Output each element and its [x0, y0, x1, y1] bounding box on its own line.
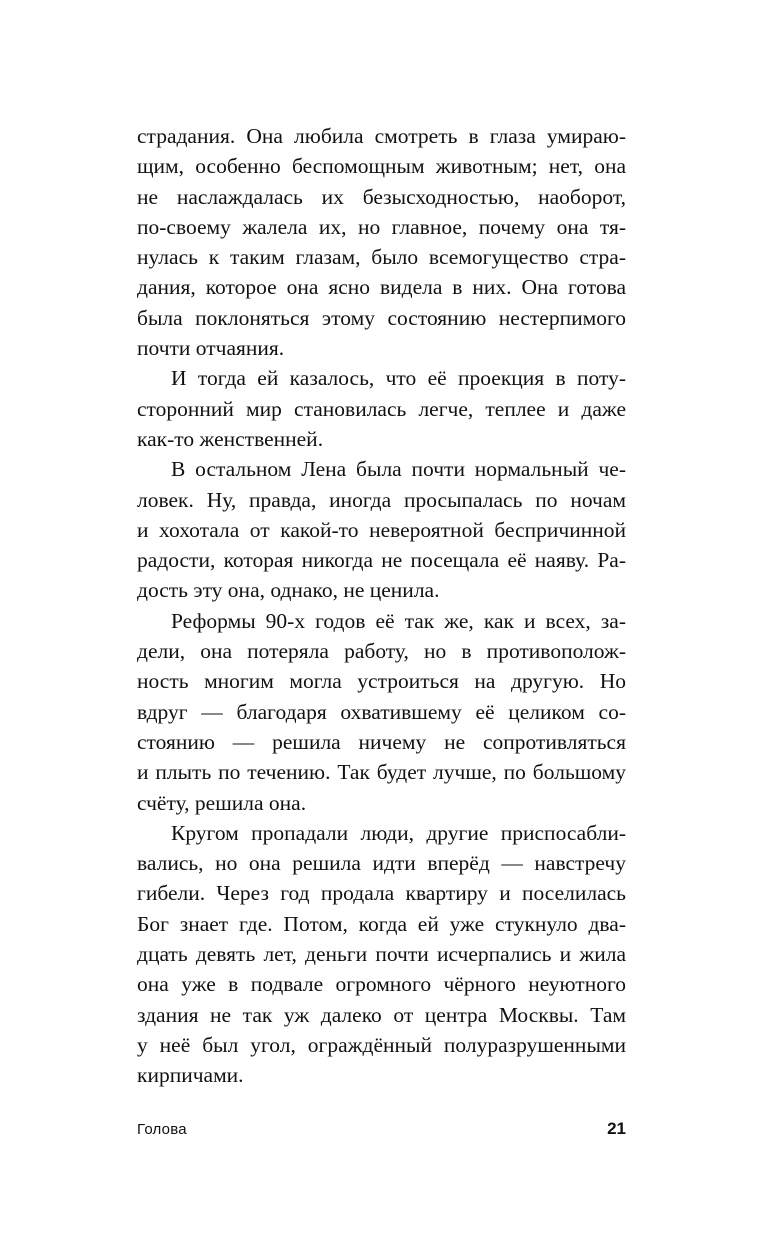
text-line: вались, но она решила идти вперёд — навстречу: [137, 851, 626, 876]
text-line: у неё был угол, ограждённый полуразрушенными: [137, 1032, 626, 1057]
text-line: В остальном Лена была почти нормальный че-: [171, 457, 626, 482]
body-text: [137, 121, 626, 1091]
page-number: 21: [607, 1119, 626, 1138]
text-line: счёту, решила она.: [137, 790, 307, 815]
text-line: гибели. Через год продала квартиру и поселилась: [137, 881, 626, 906]
paragraph: [137, 454, 626, 605]
text-line: и плыть по течению. Так будет лучше, по большому: [137, 760, 626, 785]
paragraph: [137, 818, 626, 1091]
page-footer: [137, 1121, 626, 1145]
text-line: как-то женственней.: [137, 426, 324, 451]
text-line: страдания. Она любила смотреть в глаза умираю-: [137, 124, 626, 148]
text-line: вдруг — благодаря охватившему её целиком со-: [137, 699, 626, 724]
paragraph: [137, 121, 626, 363]
text-line: сторонний мир становилась легче, теплее и даже: [137, 396, 626, 421]
text-line: была поклоняться этому состоянию нестерпимого: [137, 305, 626, 330]
text-line: кирпичами.: [137, 1063, 244, 1088]
text-line: по-своему жалела их, но главное, почему она тя-: [137, 214, 626, 239]
text-line: ность многим могла устроиться на другую. Но: [137, 669, 626, 694]
text-line: И тогда ей казалось, что её проекция в поту-: [171, 366, 626, 391]
text-line: дания, которое она ясно видела в них. Она готова: [137, 275, 626, 300]
text-line: и хохотала от какой-то невероятной беспричинной: [137, 517, 626, 542]
text-line: радости, которая никогда не посещала её наяву. Ра-: [137, 548, 626, 573]
text-line: она уже в подвале огромного чёрного неуютного: [137, 972, 626, 997]
text-line: не наслаждалась их безысходностью, наоборот,: [137, 184, 626, 209]
text-line: Бог знает где. Потом, когда ей уже стукнуло два-: [137, 911, 626, 936]
text-line: ловек. Ну, правда, иногда просыпалась по ночам: [137, 487, 626, 512]
text-line: Реформы 90-х годов её так же, как и всех, за-: [171, 608, 626, 633]
text-line: здания не так уж далеко от центра Москвы. Там: [137, 1002, 626, 1027]
paragraph: [137, 363, 626, 454]
text-line: дость эту она, однако, не ценила.: [137, 578, 440, 603]
running-head: Голова: [137, 1121, 187, 1138]
paragraph: [137, 606, 626, 818]
text-line: щим, особенно беспомощным животным; нет, она: [137, 154, 626, 179]
text-line: почти отчаяния.: [137, 336, 285, 361]
text-line: Кругом пропадали люди, другие приспосабли-: [171, 820, 626, 845]
text-line: стоянию — решила ничему не сопротивляться: [137, 729, 626, 754]
text-line: дели, она потеряла работу, но в противополож-: [137, 639, 626, 664]
text-line: нулась к таким глазам, было всемогущество стра-: [137, 245, 626, 270]
text-line: дцать девять лет, деньги почти исчерпались и жила: [137, 942, 626, 967]
